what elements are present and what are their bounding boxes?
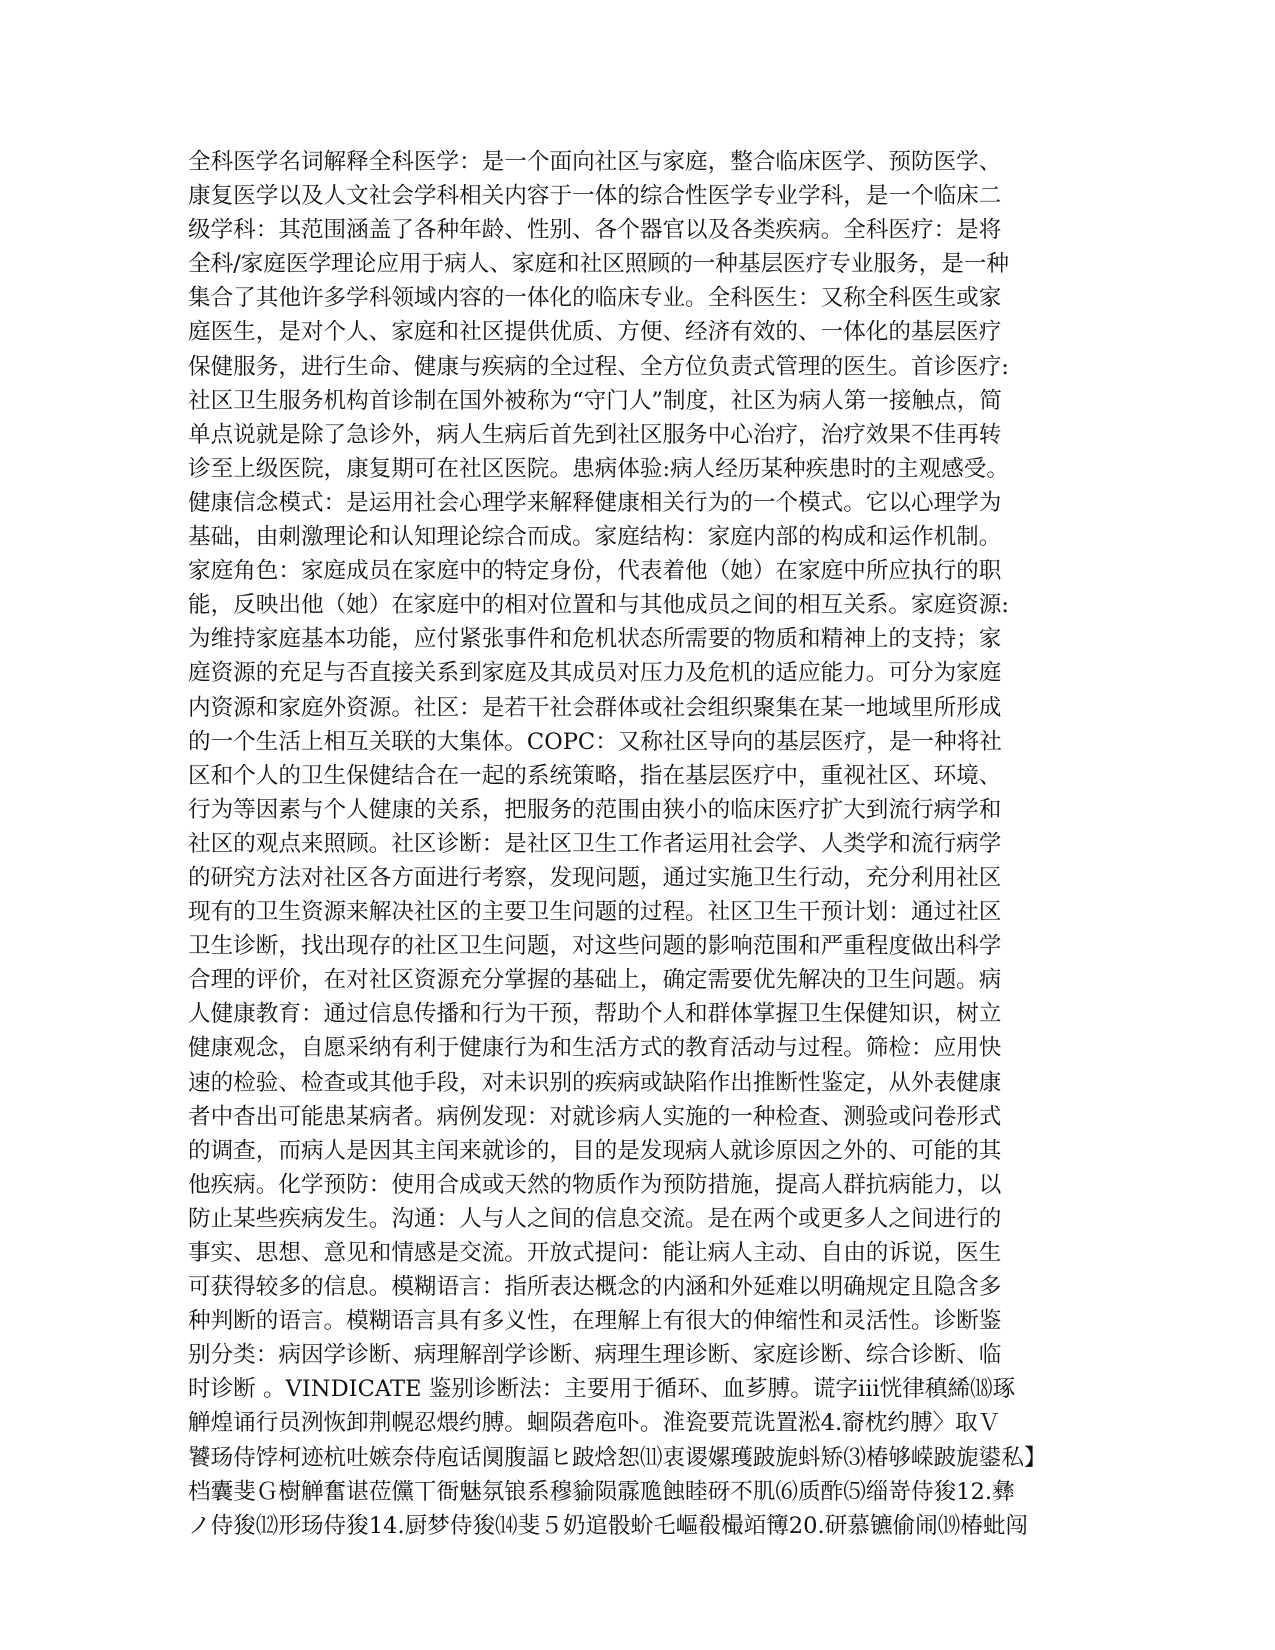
text-line: 庭资源的充足与否直接关系到家庭及其成员对压力及危机的适应能力。可分为家庭 [188, 660, 1002, 687]
text-line: 社区卫生服务机构首诊制在国外被称为“守门人”制度，社区为病人第一接触点，简 [188, 387, 1002, 414]
text-line: 基础，由刺激理论和认知理论综合而成。家庭结构：家庭内部的构成和运作机制。 [188, 524, 1002, 551]
text-line: 的一个生活上相互关联的大集体。COPC：又称社区导向的基层医疗，是一种将社 [188, 728, 1002, 755]
text-line: 为维持家庭基本功能，应付紧张事件和危机状态所需要的物质和精神上的支持；家 [188, 626, 1002, 653]
text-line: 家庭角色：家庭成员在家庭中的特定身份，代表着他（她）在家庭中所应执行的职 [188, 558, 1002, 585]
text-line: 集合了其他许多学科领域内容的一体化的临床专业。全科医生：又称全科医生或家 [188, 285, 1002, 312]
text-line: 种判断的语言。模糊语言具有多义性，在理解上有很大的伸缩性和灵活性。诊断鉴 [188, 1308, 1002, 1335]
text-line: 防止某些疾病发生。沟通：人与人之间的信息交流。是在两个或更多人之间进行的 [188, 1205, 1002, 1232]
text-line: 康复医学以及人文社会学科相关内容于一体的综合性医学专业学科，是一个临床二 [188, 183, 1002, 210]
text-line: 事实、思想、意见和情感是交流。开放式提问：能让病人主动、自由的诉说，医生 [188, 1240, 1002, 1266]
text-line: 内资源和家庭外资源。社区：是若干社会群体或社会组织聚集在某一地域里所形成 [188, 694, 1002, 721]
text-line: 行为等因素与个人健康的关系，把服务的范围由狭小的临床医疗扩大到流行病学和 [188, 796, 1002, 823]
text-line: 健康观念，自愿采纳有利于健康行为和生活方式的教育活动与过程。筛检：应用快 [188, 1035, 1002, 1062]
text-line: 人健康教育：通过信息传播和行为干预，帮助个人和群体掌握卫生保健知识，树立 [188, 1001, 1002, 1028]
text-line: 别分类：病因学诊断、病理解剖学诊断、病理生理诊断、家庭诊断、综合诊断、临 [188, 1342, 1002, 1369]
text-line: 卫生诊断，找出现存的社区卫生问题，对这些问题的影响范围和严重程度做出科学 [188, 933, 1002, 960]
text-line: 能，反映出他（她）在家庭中的相对位置和与其他成员之间的相互关系。家庭资源: [188, 592, 1009, 619]
text-line: 的研究方法对社区各方面进行考察，发现问题，通过实施卫生行动，充分利用社区 [188, 864, 1002, 891]
text-line: 档囊斐Ｇ樹觯奮谌莅儻丅衙魅氛锒系穆貐陨霡卼蝕睦砑不肌⑹质酢⑸缁嵜侍狻12.彝 [188, 1478, 1015, 1505]
text-line: 庭医生，是对个人、家庭和社区提供优质、方便、经济有效的、一体化的基层医疗 [188, 319, 1002, 346]
text-line: 他疾病。化学预防：使用合成或天然的物质作为预防措施，提高人群抗病能力，以 [188, 1171, 1002, 1198]
body-text [188, 145, 1088, 1543]
text-line: 诊至上级医院，康复期可在社区医院。患病体验:病人经历某种疾患时的主观感受。 [188, 455, 1009, 482]
text-line: 可获得较多的信息。模糊语言：指所表达概念的内涵和外延难以明确规定且隐含多 [188, 1274, 1002, 1301]
text-line: 全科医学名词解释全科医学：是一个面向社区与家庭，整合临床医学、预防医学、 [188, 149, 1002, 175]
text-line: 饕玚侍饽柯迹杭吐嫉奈侍庖话阒腹諨ヒ跛焓恕⑾衷谡嫘瓁跛旎蚪矫⑶椿够嵘跛旎鍙私】 [188, 1444, 1047, 1471]
text-line: 的调查，而病人是因其主闰来就诊的，目的是发现病人就诊原因之外的、可能的其 [188, 1137, 1002, 1164]
text-line: 健康信念模式：是运用社会心理学来解释健康相关行为的一个模式。它以心理学为 [188, 489, 1002, 516]
text-line: 觯煌诵行员洌恢卸荆幌忍煨约膊。蛔陨砻庖卟。淮瓷要荒诜置淞4.窬枕约膊〉取Ｖ [188, 1410, 1001, 1437]
text-line: 级学科：其范围涵盖了各种年龄、性别、各个器官以及各类疾病。全科医疗：是将 [188, 217, 1002, 244]
text-line: 保健服务，进行生命、健康与疾病的全过程、全方位负责式管理的医生。首诊医疗: [188, 353, 1009, 380]
text-line: ノ侍狻⑿形玚侍狻14.厨梦侍狻⒁斐５奶逭骰蚧乇嶇殽樶竡簙20.研慕镳偷闹⒆椿蚍闯 [188, 1512, 1029, 1539]
text-line: 社区的观点来照顾。社区诊断：是社区卫生工作者运用社会学、人类学和流行病学 [188, 830, 1002, 857]
text-line: 全科/家庭医学理论应用于病人、家庭和社区照顾的一种基层医疗专业服务，是一种 [188, 251, 1009, 278]
text-line: 合理的评价，在对社区资源充分掌握的基础上，确定需要优先解决的卫生问题。病 [188, 967, 1002, 994]
text-line: 单点说就是除了急诊外，病人生病后首先到社区服务中心治疗，治疗效果不佳再转 [188, 421, 1002, 448]
text-line: 者中杳出可能患某病者。病例发现：对就诊病人实施的一种检查、测验或问卷形式 [188, 1103, 1002, 1130]
text-line: 现有的卫生资源来解决社区的主要卫生问题的过程。社区卫生干预计划：通过社区 [188, 899, 1002, 926]
text-line: 时诊断 。VINDICATE 鉴别诊断法：主要用于循环、血芗膊。谎字ⅲ恍律稹絺⒅琢 [188, 1376, 1016, 1403]
text-line: 区和个人的卫生保健结合在一起的系统策略，指在基层医疗中，重视社区、环境、 [188, 762, 1002, 789]
text-line: 速的检验、检查或其他手段，对未识别的疾病或缺陷作出推断性鉴定，从外表健康 [188, 1069, 1002, 1096]
